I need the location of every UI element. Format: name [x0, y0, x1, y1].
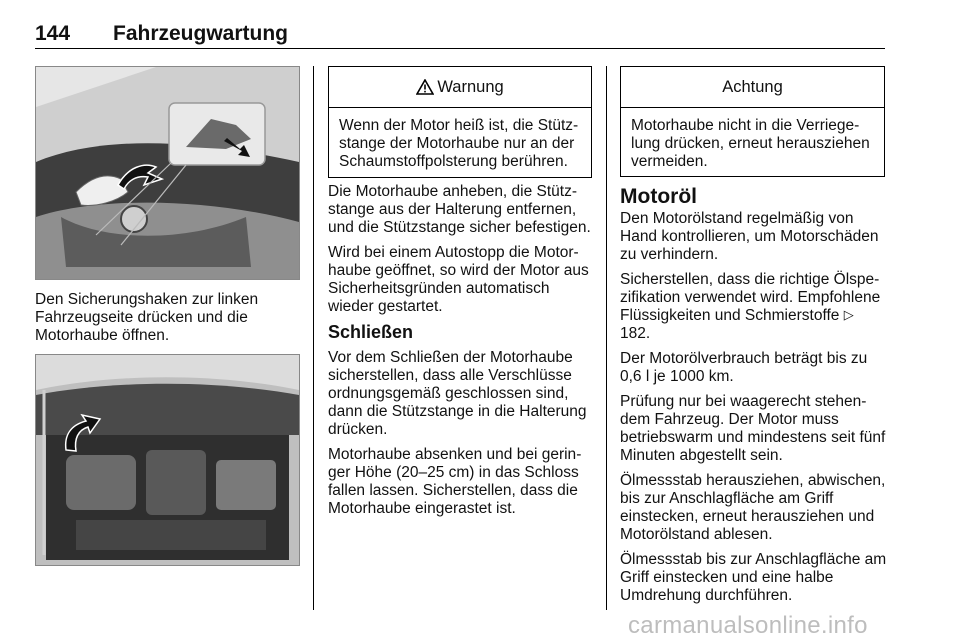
hood-release-illustration: [36, 67, 299, 279]
column-divider-left: [313, 66, 314, 610]
page-header: [35, 20, 885, 49]
paragraph: Prüfung nur bei waagerecht stehendem Fahrzeug. Der Motor muss betriebswarm und mindestens seit fünf Minuten abgestellt sein.: [620, 393, 886, 464]
column-divider-right: [606, 66, 607, 610]
engine-bay-illustration: [36, 355, 299, 565]
section-heading-engine-oil: Motoröl: [620, 185, 697, 208]
section-heading-closing: Schließen: [328, 322, 414, 342]
paragraph-text: Sicherstellen, dass die richtige Ölspezifikation verwendet wird. Empfohlene Flüssigkeiten und Schmierstoffe: [620, 271, 881, 324]
paragraph: Ölmessstab bis zur Anschlagfläche am Griff einstecken und eine halbe Umdrehung durchführen.: [620, 551, 887, 604]
warning-header: [329, 67, 591, 108]
caution-header: Achtung: [621, 67, 884, 108]
paragraph: [620, 271, 888, 343]
page-reference-icon: ▷: [843, 307, 854, 322]
page-reference: 182.: [620, 325, 651, 342]
page-number: 144: [35, 22, 71, 45]
warning-title: Warnung: [437, 77, 504, 96]
middle-column-text: [328, 183, 593, 525]
paragraph: Ölmessstab herausziehen, abwischen, bis zur Anschlagfläche am Griff einstecken, erneut herausziehen und Motorölstand ablesen.: [620, 472, 886, 543]
caution-box: [620, 66, 885, 177]
paragraph: Vor dem Schließen der Motorhaube sicherstellen, dass alle Verschlüsse ordnungsgemäß geschlossen sind, dann die Stützstange in die Halterung drücken.: [328, 349, 587, 438]
hood-release-caption: Den Sicherungshaken zur linken Fahrzeugseite drücken und die Motorhaube öffnen.: [35, 291, 259, 344]
warning-triangle-icon: [416, 79, 434, 95]
paragraph: Den Motorölstand regelmäßig von Hand kontrollieren, um Motorschäden zu verhindern.: [620, 210, 879, 263]
caution-text: Motorhaube nicht in die Verriegelung drücken, erneut herausziehen vermeiden.: [631, 117, 870, 170]
watermark: carmanualsonline.info: [628, 612, 868, 639]
page-title: Fahrzeugwartung: [113, 22, 289, 45]
right-column-text: [620, 185, 888, 612]
paragraph: Motorhaube absenken und bei geringer Höhe (20–25 cm) in das Schloss fallen lassen. Sicherstellen, dass die Motorhaube eingerastet ist.: [328, 446, 582, 517]
paragraph: Wird bei einem Autostopp die Motorhaube geöffnet, so wird der Motor aus Sicherheitsgründen automatisch wieder gestartet.: [328, 244, 589, 315]
engine-bay-figure: [35, 354, 300, 566]
paragraph: Der Motorölverbrauch beträgt bis zu 0,6 l je 1000 km.: [620, 350, 868, 385]
paragraph: Die Motorhaube anheben, die Stützstange aus der Halterung entfernen, und die Stützstange sicher befestigen.: [328, 183, 591, 236]
warning-text: Wenn der Motor heiß ist, die Stützstange der Motorhaube nur an der Schaumstoffpolsterung berühren.: [339, 117, 579, 170]
hood-release-figure: [35, 66, 300, 280]
warning-box: [328, 66, 592, 178]
